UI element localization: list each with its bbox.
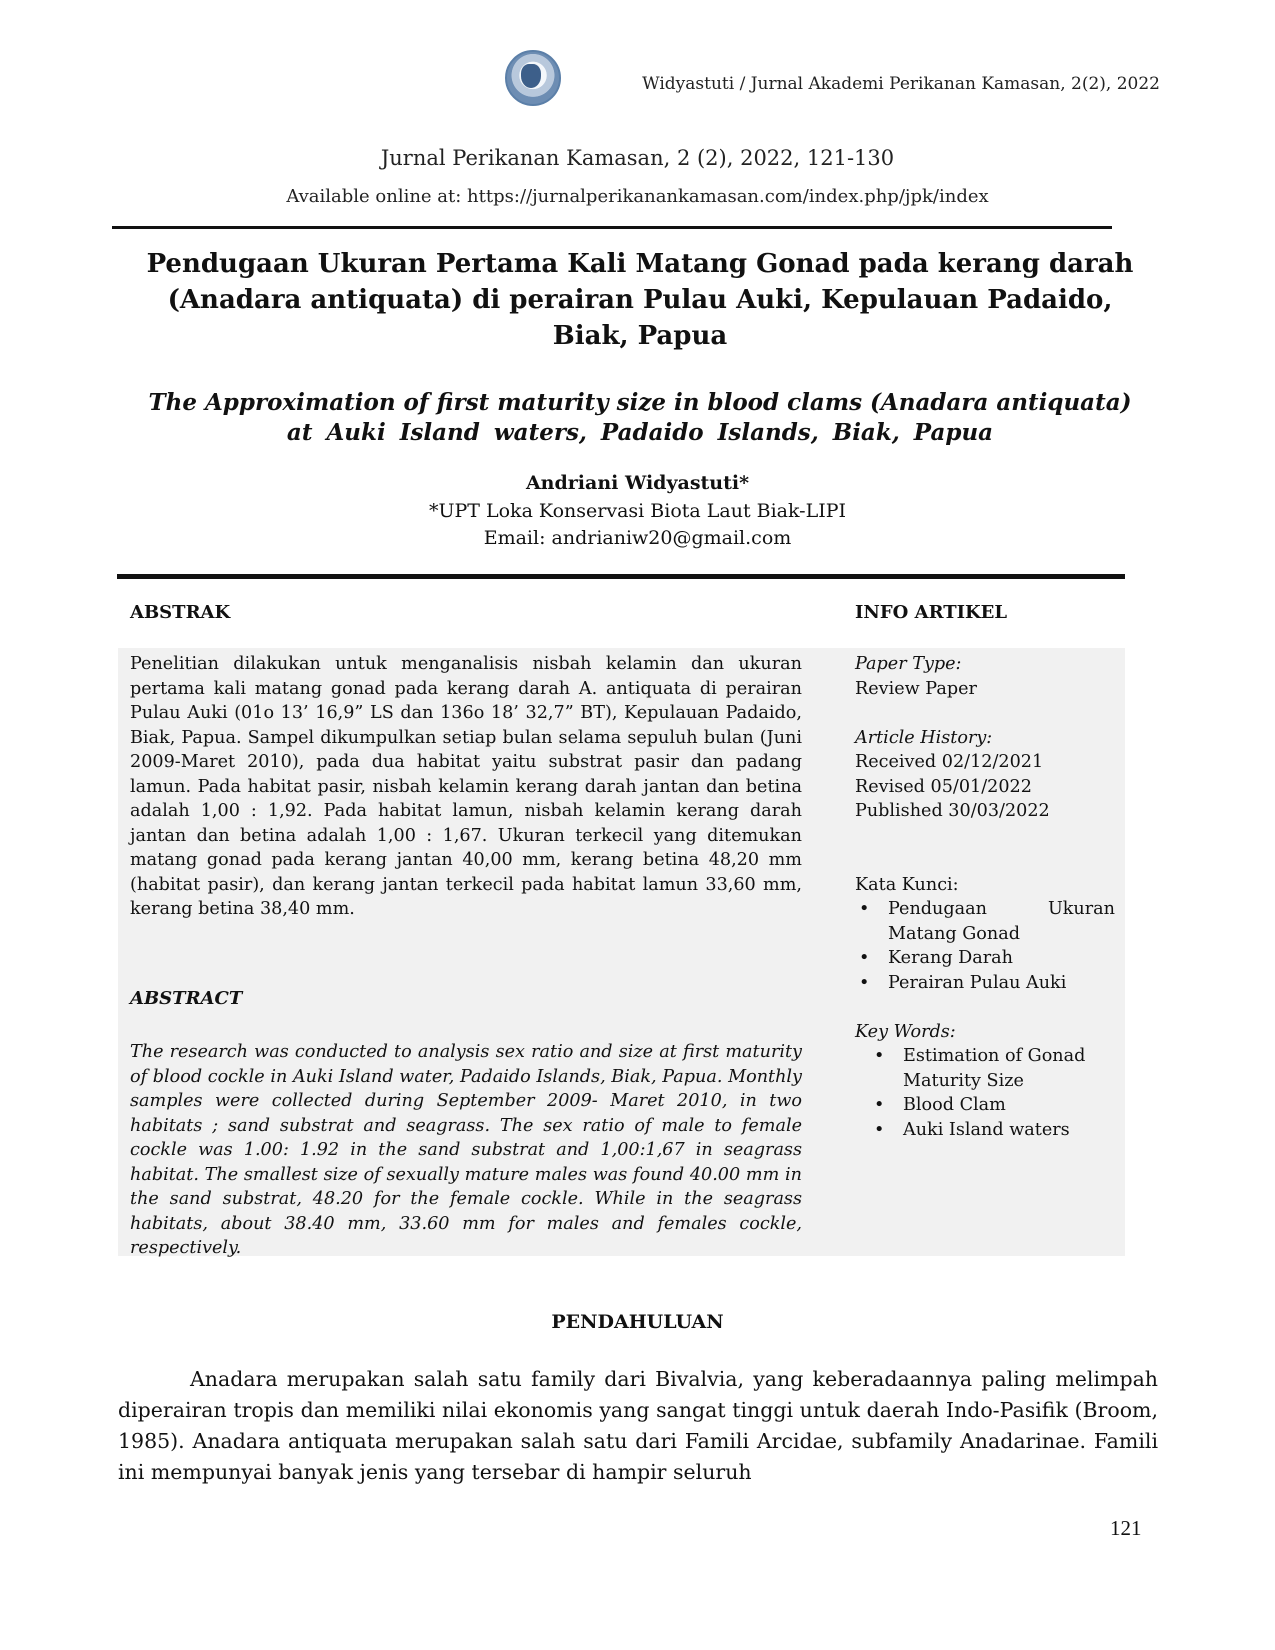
kata-kunci-list — [855, 897, 1115, 995]
english-title-line-2: at Auki Island waters, Padaido Islands, Biak, Papua — [286, 419, 994, 446]
english-title-line-1: The Approximation of first maturity size in blood clams (Anadara antiquata) — [148, 389, 1132, 416]
author-email: Email: andrianiw20@gmail.com — [483, 527, 792, 549]
running-head: Widyastuti / Jurnal Akademi Perikanan Kamasan, 2(2), 2022 — [642, 74, 1160, 94]
paper-type-label: Paper Type: — [855, 654, 962, 674]
journal-logo — [505, 50, 561, 106]
title-line-2: (Anadara antiquata) di perairan Pulau Auki, Kepulauan Padaido, — [167, 285, 1113, 315]
list-item: • Kerang Darah — [855, 946, 1115, 971]
paper-type-value: Review Paper — [855, 678, 977, 699]
header-divider — [112, 226, 1112, 229]
list-item: • Perairan Pulau Auki — [855, 971, 1115, 996]
available-online: Available online at: https://jurnalperikanankamasan.com/index.php/jpk/index — [286, 186, 989, 207]
history-label: Article History: — [855, 727, 993, 748]
key-words-label: Key Words: — [855, 1021, 956, 1042]
list-item: • Estimation of Gonad Maturity Size — [870, 1044, 1115, 1093]
key-words-list — [870, 1044, 1115, 1142]
body-paragraph: Anadara merupakan salah satu family dari Bivalvia, yang keberadaannya paling melimpah diperairan tropis dan memiliki nilai ekonomis yang sangat tinggi untuk daerah Indo-Pasifik (Broom, 1985). Anadara antiquata merupakan salah satu dari Famili Arcidae, subfamily Anadarinae. Famili ini mempunyai banyak jenis yang tersebar di hampir seluruh — [118, 1367, 1158, 1484]
published-date: Published 30/03/2022 — [855, 801, 1050, 821]
info-heading: INFO ARTIKEL — [855, 602, 1008, 623]
abstrak-heading: ABSTRAK — [130, 602, 231, 623]
page-number: 121 — [1110, 1516, 1142, 1540]
title-line-3: Biak, Papua — [552, 321, 728, 351]
section-heading: PENDAHULUAN — [551, 1311, 724, 1333]
abstract-heading: ABSTRACT — [130, 988, 243, 1009]
received-date: Received 02/12/2021 — [855, 752, 1044, 772]
journal-citation: Jurnal Perikanan Kamasan, 2 (2), 2022, 121-130 — [380, 146, 895, 170]
article-info — [855, 652, 1115, 1142]
english-title — [120, 388, 1160, 448]
title-line-1: Pendugaan Ukuran Pertama Kali Matang Gonad pada kerang darah — [146, 249, 1134, 279]
list-item: • Blood Clam — [870, 1093, 1115, 1118]
body-text — [118, 1364, 1158, 1488]
author-affiliation: *UPT Loka Konservasi Biota Laut Biak-LIPI — [428, 500, 847, 522]
list-item: • Auki Island waters — [870, 1118, 1115, 1143]
author-name: Andriani Widyastuti* — [525, 472, 750, 494]
kata-kunci-label: Kata Kunci: — [855, 874, 959, 895]
section-divider — [117, 574, 1125, 579]
abstrak-text: Penelitian dilakukan untuk menganalisis nisbah kelamin dan ukuran pertama kali matang gonad pada kerang darah A. antiquata di perairan Pulau Auki (01o 13’ 16,9” LS dan 136o 18’ 32,7” BT), Kepulauan Padaido, Biak, Papua. Sampel dikumpulkan setiap bulan selama sepuluh bulan (Juni 2009-Maret 2010), pada dua habitat yaitu substrat pasir dan padang lamun. Pada habitat pasir, nisbah kelamin kerang darah jantan dan betina adalah 1,00 : 1,92. Pada habitat lamun, nisbah kelamin kerang darah jantan dan betina adalah 1,00 : 1,67. Ukuran terkecil yang ditemukan matang gonad pada kerang jantan 40,00 mm, kerang betina 48,20 mm (habitat pasir), dan kerang jantan terkecil pada habitat lamun 33,60 mm, kerang betina 38,40 mm. — [130, 654, 802, 919]
paper-title — [120, 246, 1160, 354]
abstract-text: The research was conducted to analysis sex ratio and size at first maturity of blood cockle in Auki Island water, Padaido Islands, Biak, Papua. Monthly samples were collected during September 2009- Maret 2010, in two habitats ; sand substrat and seagrass. The sex ratio of male to female cockle was 1.00: 1.92 in the sand substrat and 1,00:1,67 in seagrass habitat. The smallest size of sexually mature males was found 40.00 mm in the sand substrat, 48.20 for the female cockle. While in the seagrass habitats, about 38.40 mm, 33.60 mm for males and females cockle, respectively. — [130, 1042, 802, 1258]
list-item: • Pendugaan Ukuran Matang Gonad — [855, 897, 1115, 946]
revised-date: Revised 05/01/2022 — [855, 776, 1032, 797]
